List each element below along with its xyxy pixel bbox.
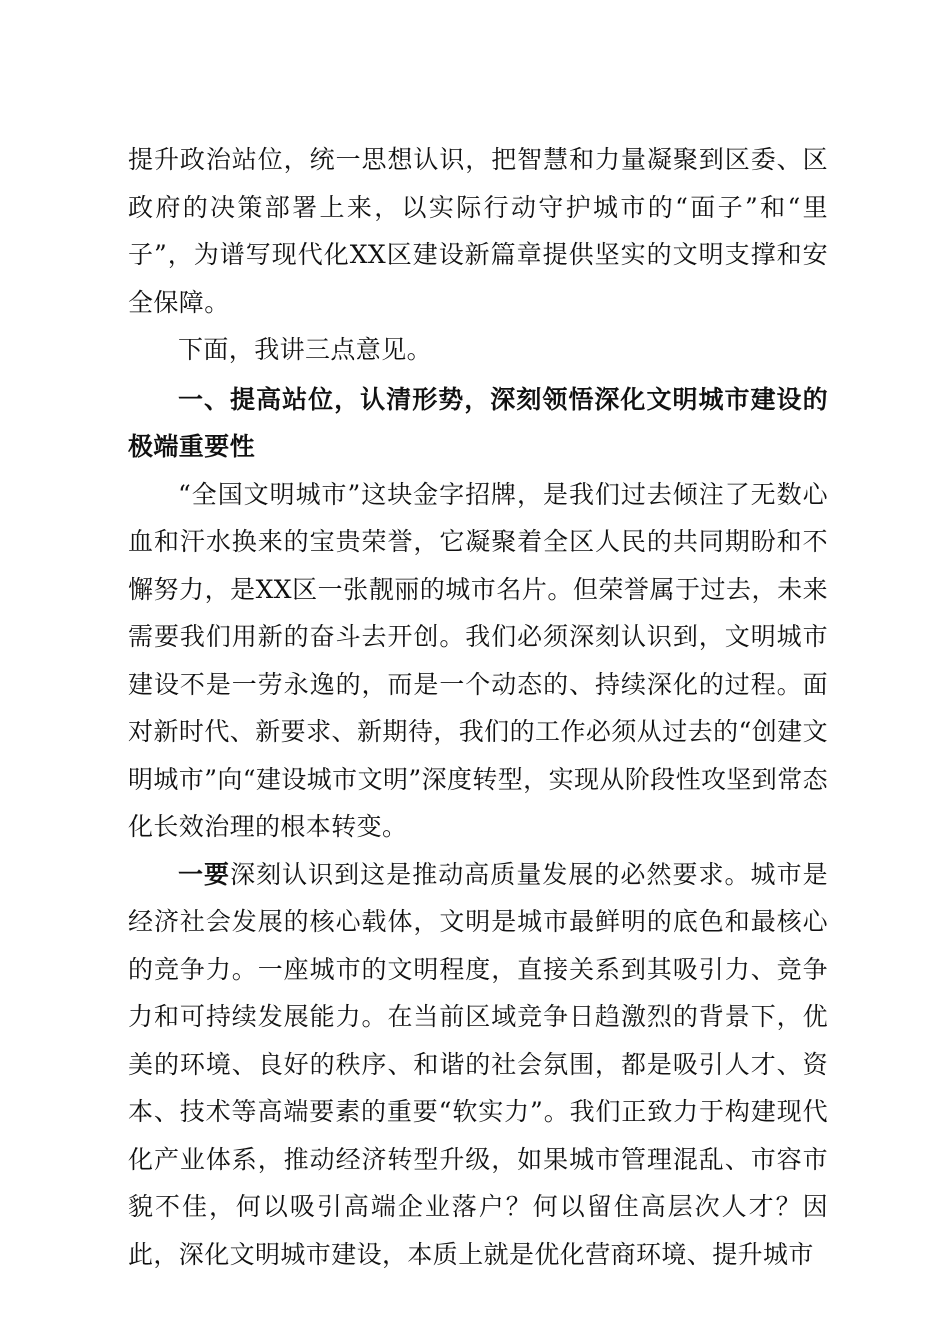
paragraph-continuation: 提升政治站位，统一思想认识，把智慧和力量凝聚到区委、区政府的决策部署上来，以实际行动守护城市的“面子”和“里子”，为谱写现代化XX区建设新篇章提供坚实的文明支撑和安全保障。	[128, 145, 828, 317]
document-page	[128, 136, 828, 1278]
paragraph-intro: 下面，我讲三点意见。	[178, 335, 433, 364]
point-lead: 一要	[178, 859, 231, 889]
section-heading-1: 一、提高站位，认清形势，深刻领悟深化文明城市建设的极端重要性	[128, 384, 828, 461]
paragraph-first-point	[128, 851, 828, 1279]
paragraph-honor: “全国文明城市”这块金字招牌，是我们过去倾注了无数心血和汗水换来的宝贵荣誉，它凝聚着全区人民的共同期盼和不懈努力，是XX区一张靓丽的城市名片。但荣誉属于过去，未来需要我们用新的奋斗去开创。我们必须深刻认识到，文明城市建设不是一劳永逸的，而是一个动态的、持续深化的过程。面对新时代、新要求、新期待，我们的工作必须从过去的“创建文明城市”向“建设城市文明”深度转型，实现从阶段性攻坚到常态化长效治理的根本转变。	[128, 479, 828, 841]
point-body: 深刻认识到这是推动高质量发展的必然要求。城市是经济社会发展的核心载体，文明是城市最鲜明的底色和最核心的竞争力。一座城市的文明程度，直接关系到其吸引力、竞争力和可持续发展能力。在当前区域竞争日趋激烈的背景下，优美的环境、良好的秩序、和谐的社会氛围，都是吸引人才、资本、技术等高端要素的重要“软实力”。我们正致力于构建现代化产业体系，推动经济转型升级，如果城市管理混乱、市容市貌不佳，何以吸引高端企业落户？何以留住高层次人才？因此，深化文明城市建设，本质上就是优化营商环境、提升城市	[128, 859, 829, 1269]
